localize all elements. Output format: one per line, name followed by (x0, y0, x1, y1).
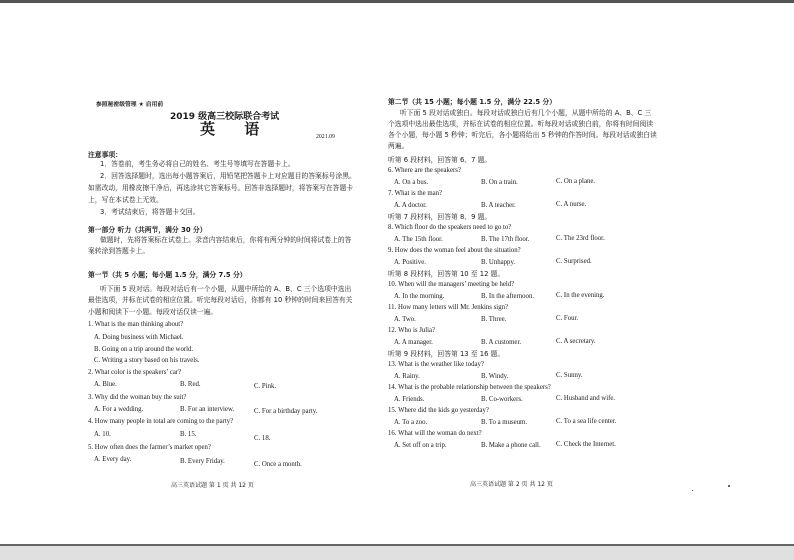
answer-option-b[interactable]: B. To a museum. (481, 419, 528, 426)
q5-option-c[interactable]: C. Once a month. (254, 461, 302, 468)
section1-desc-line: 小题和阅读下一小题。每段对话仅读一遍。 (88, 308, 218, 316)
q3-option-c[interactable]: C. For a birthday party. (254, 408, 318, 415)
answer-option-a[interactable]: A. A doctor. (394, 202, 427, 209)
part1-desc-line: 案转涂到答题卡上。 (88, 247, 150, 255)
section1-title: 第一节（共 5 小题；每小题 1.5 分，满分 7.5 分） (88, 271, 247, 279)
note-line: 2．回答选择题时，选出每小题答案后，用铅笔把答题卡上对应题目的答案标号涂黑。 (100, 172, 356, 180)
answer-option-b[interactable]: B. Unhappy. (481, 259, 516, 266)
q5-option-a[interactable]: A. Every day. (94, 456, 132, 463)
answer-option-a[interactable]: A. A manager. (394, 339, 433, 346)
question: 7. What is the man? (388, 190, 443, 197)
q4-option-b[interactable]: B. 15. (180, 431, 197, 438)
question: 13. What is the weather like today? (388, 361, 484, 368)
scan-speck (692, 490, 693, 491)
q2-option-a[interactable]: A. Blue. (94, 381, 117, 388)
material-intro: 听第 8 段材料，回答第 10 至 12 题。 (388, 270, 505, 278)
answer-option-c[interactable]: C. Husband and wife. (556, 395, 616, 402)
subject-title: 英 语 (200, 120, 272, 138)
q4-option-a[interactable]: A. 10. (94, 431, 111, 438)
q1-option-a[interactable]: A. Doing business with Michael. (94, 334, 184, 341)
answer-option-b[interactable]: B. A customer. (481, 339, 522, 346)
answer-option-b[interactable]: B. The 17th floor. (481, 236, 530, 243)
note-line: 上，写在本试卷上无效。 (88, 196, 163, 204)
question-1: 1. What is the man thinking about? (88, 321, 184, 328)
answer-option-c[interactable]: C. The 23rd floor. (556, 235, 605, 242)
part1-title: 第一部分 听力（共两节，满分 30 分） (88, 226, 207, 234)
answer-option-c[interactable]: C. Four. (556, 315, 579, 322)
section2-desc-line: 个选项中选出最佳选项，并标在试卷的相应位置。听每段对话或独白前，你将有时间阅读 (388, 120, 654, 128)
exam-date: 2021.09 (316, 134, 335, 140)
scan-edge-bottom (0, 544, 794, 560)
answer-option-a[interactable]: A. Positive. (394, 259, 426, 266)
answer-option-a[interactable]: A. Set off on a trip. (394, 442, 447, 449)
answer-option-c[interactable]: C. A secretary. (556, 338, 596, 345)
section2-desc-line: 各个小题，每小题 5 秒钟；听完后，各小题将给出 5 秒钟的作答时间。每段对话或独白读 (388, 131, 657, 139)
question: 6. Where are the speakers? (388, 167, 461, 174)
material-intro: 听第 6 段材料，回答第 6、7 题。 (388, 156, 492, 164)
note-line: 3．考试结束后，将答题卡交回。 (100, 208, 200, 216)
answer-option-c[interactable]: C. Surprised. (556, 258, 592, 265)
material-intro: 听第 9 段材料，回答第 13 至 16 题。 (388, 350, 505, 358)
q1-option-c[interactable]: C. Writing a story based on his travels. (94, 357, 200, 364)
q2-option-b[interactable]: B. Red. (180, 381, 201, 388)
answer-option-c[interactable]: C. Sunny. (556, 372, 583, 379)
left-page (88, 0, 388, 540)
answer-option-c[interactable]: C. In the evening. (556, 292, 605, 299)
section1-desc-line: 听下面 5 段对话。每段对话后有一个小题，从题中所给的 A、B、C 三个选项中选出 (100, 285, 352, 293)
question-4: 4. How many people in total are coming to the party? (88, 418, 234, 425)
exam-title: 2019 级高三校际联合考试 (170, 112, 280, 122)
q2-option-c[interactable]: C. Pink. (254, 383, 277, 390)
question: 12. Who is Julia? (388, 327, 436, 334)
section2-desc-line: 两遍。 (388, 142, 409, 150)
question-3: 3. Why did the woman buy the suit? (88, 394, 187, 401)
answer-option-c[interactable]: C. Check the Internet. (556, 441, 616, 448)
question: 9. How does the woman feel about the situation? (388, 247, 521, 254)
answer-option-b[interactable]: B. A teacher. (481, 202, 516, 209)
answer-option-a[interactable]: A. To a zoo. (394, 419, 428, 426)
answer-option-b[interactable]: B. Make a phone call. (481, 442, 541, 449)
answer-option-b[interactable]: B. Windy. (481, 373, 509, 380)
question: 11. How many letters will Mr. Jenkins sign? (388, 304, 509, 311)
scan-speck (728, 485, 730, 487)
question-5: 5. How often does the farmer’s market open? (88, 444, 211, 451)
question: 10. When will the managers’ meeting be held? (388, 281, 515, 288)
answer-option-b[interactable]: B. In the afternoon. (481, 293, 535, 300)
q3-option-b[interactable]: B. For an interview. (180, 406, 235, 413)
section2-desc-line: 听下面 5 段对话或独白。每段对话或独白后有几个小题，从题中所给的 A、B、C 三 (400, 109, 652, 117)
answer-option-a[interactable]: A. The 15th floor. (394, 236, 443, 243)
q1-option-b[interactable]: B. Going on a trip around the world. (94, 346, 194, 353)
answer-option-c[interactable]: C. A nurse. (556, 201, 587, 208)
q4-option-c[interactable]: C. 18. (254, 435, 271, 442)
answer-option-b[interactable]: B. On a train. (481, 179, 518, 186)
answer-option-a[interactable]: A. Rainy. (394, 373, 420, 380)
right-page (388, 0, 708, 540)
note-line: 1．答卷前，考生务必将自己的姓名、考生号等填写在答题卡上。 (100, 160, 295, 168)
answer-option-c[interactable]: C. To a sea life center. (556, 418, 617, 425)
notes-title: 注意事项： (88, 151, 122, 159)
note-line: 如需改动，用橡皮擦干净后，再选涂其它答案标号。回答非选择题时，将答案写在答题卡 (88, 184, 354, 192)
question-2: 2. What color is the speakers’ car? (88, 369, 182, 376)
answer-option-c[interactable]: C. On a plane. (556, 178, 596, 185)
section2-title: 第二节（共 15 小题；每小题 1.5 分，满分 22.5 分） (388, 98, 557, 106)
answer-option-a[interactable]: A. In the morning. (394, 293, 445, 300)
question: 8. Which floor do the speakers need to go to? (388, 224, 512, 231)
answer-option-b[interactable]: B. Co-workers. (481, 396, 523, 403)
answer-option-a[interactable]: A. Friends. (394, 396, 425, 403)
material-intro: 听第 7 段材料，回答第 8、9 题。 (388, 213, 492, 221)
q3-option-a[interactable]: A. For a wedding. (94, 406, 144, 413)
answer-option-b[interactable]: B. Three. (481, 316, 507, 323)
q5-option-b[interactable]: B. Every Friday. (180, 458, 225, 465)
answer-option-a[interactable]: A. On a bus. (394, 179, 429, 186)
question: 14. What is the probable relationship between the speakers? (388, 384, 551, 391)
section1-desc-line: 最佳选项，并标在试卷的相应位置。听完每段对话后，你都有 10 秒钟的时间来回答有关 (88, 296, 353, 304)
confidentiality-label: 参照秘密级管理 ★ 启用前 (96, 102, 164, 108)
part1-desc-line: 做题时，先将答案标在试卷上。录音内容结束后，你将有两分钟的时间将试卷上的答 (100, 236, 352, 244)
question: 16. What will the woman do next? (388, 430, 482, 437)
answer-option-a[interactable]: A. Two. (394, 316, 416, 323)
page-footer-left: 高三英语试题 第 1 页 共 12 页 (171, 482, 254, 489)
question: 15. Where did the kids go yesterday? (388, 407, 489, 414)
page-footer-right: 高三英语试题 第 2 页 共 12 页 (470, 481, 553, 488)
